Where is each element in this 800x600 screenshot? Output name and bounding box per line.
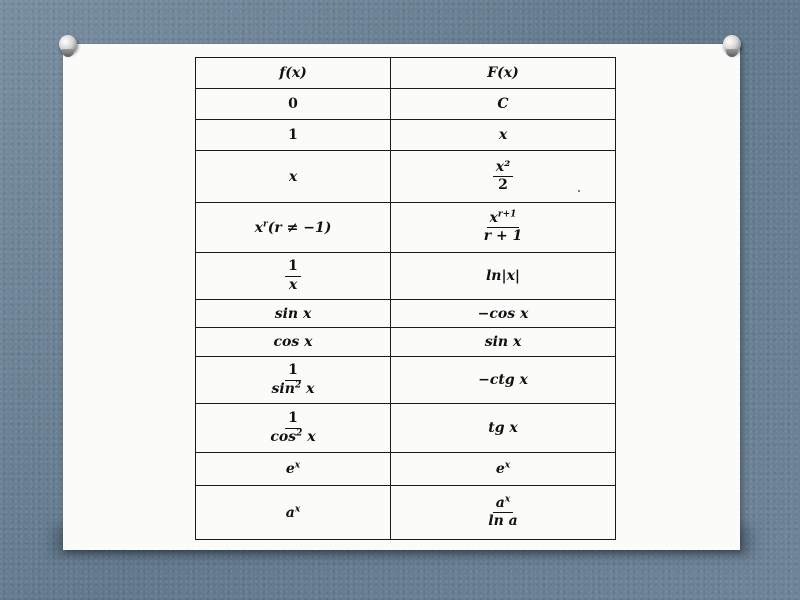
cell-left: sin x xyxy=(196,300,391,328)
table-row xyxy=(196,404,616,453)
table-row xyxy=(196,151,616,203)
fraction xyxy=(485,493,520,530)
table-row xyxy=(196,89,616,120)
power-exponent: 2 xyxy=(296,427,303,438)
fraction-numerator: 1 xyxy=(285,363,301,380)
pushpin-icon xyxy=(723,35,741,53)
power-exponent: 2 xyxy=(294,379,302,390)
fraction-numerator xyxy=(493,493,513,513)
table-row xyxy=(196,357,616,404)
header-fx: f(x) xyxy=(196,58,391,89)
power-exponent: x xyxy=(294,460,301,471)
cell-right xyxy=(391,486,616,540)
cell-left: 1 xyxy=(196,120,391,151)
power-exponent: r xyxy=(263,218,268,229)
table-row xyxy=(196,300,616,328)
cell-right: x xyxy=(391,120,616,151)
table-row xyxy=(196,120,616,151)
fraction-denominator xyxy=(267,429,318,445)
power-base: x xyxy=(489,209,498,226)
cell-left xyxy=(196,453,391,486)
trig-function: cos xyxy=(270,428,297,445)
fraction xyxy=(269,363,318,397)
power-base: a xyxy=(285,504,295,521)
power-exponent: x xyxy=(504,493,511,504)
fraction-denominator: ln a xyxy=(488,513,518,529)
fraction-denominator: x xyxy=(288,276,298,293)
fraction xyxy=(267,411,318,445)
table-header-row xyxy=(196,58,616,89)
trig-argument: x xyxy=(306,380,315,397)
cell-right xyxy=(391,453,616,486)
cell-left xyxy=(196,357,391,404)
cell-left xyxy=(196,203,391,253)
cell-left: 0 xyxy=(196,89,391,120)
fraction-numerator: 1 xyxy=(285,259,301,276)
cell-right: tg x xyxy=(391,404,616,453)
table-row xyxy=(196,203,616,253)
cell-left xyxy=(196,404,391,453)
power-base: e xyxy=(495,461,505,477)
power-exponent: r+1 xyxy=(497,208,517,219)
fraction xyxy=(285,259,301,293)
cell-right: ln|x| xyxy=(391,253,616,300)
header-Fx: F(x) xyxy=(391,58,616,89)
cell-left: x xyxy=(196,151,391,203)
fraction xyxy=(481,208,526,245)
cell-right: sin x xyxy=(391,328,616,357)
fraction-numerator xyxy=(487,208,520,228)
cell-right xyxy=(391,203,616,253)
fraction-numerator: 1 xyxy=(285,411,301,428)
cell-left xyxy=(196,253,391,300)
cell-right xyxy=(391,151,616,203)
cell-right: −ctg x xyxy=(391,357,616,404)
fraction-denominator: r + 1 xyxy=(483,228,523,244)
fraction-numerator: x² xyxy=(493,160,513,177)
table-row xyxy=(196,486,616,540)
fraction-denominator: 2 xyxy=(498,177,508,193)
cell-right: −cos x xyxy=(391,300,616,328)
cell-left xyxy=(196,486,391,540)
trig-argument: x xyxy=(307,428,316,445)
pushpin-icon xyxy=(59,35,77,53)
table-row xyxy=(196,453,616,486)
power-exponent: x xyxy=(294,503,301,514)
trig-function: sin xyxy=(271,380,295,397)
fraction xyxy=(493,160,513,194)
table-row xyxy=(196,328,616,357)
antiderivative-table xyxy=(195,57,615,540)
condition: (r ≠ −1) xyxy=(267,219,332,236)
cell-left: cos x xyxy=(196,328,391,357)
power-base: e xyxy=(285,461,295,477)
cell-right: C xyxy=(391,89,616,120)
power-base: a xyxy=(495,494,505,511)
table-row xyxy=(196,253,616,300)
fraction-denominator xyxy=(269,381,318,397)
power-exponent: x xyxy=(504,460,511,471)
power-base: x xyxy=(254,219,264,236)
